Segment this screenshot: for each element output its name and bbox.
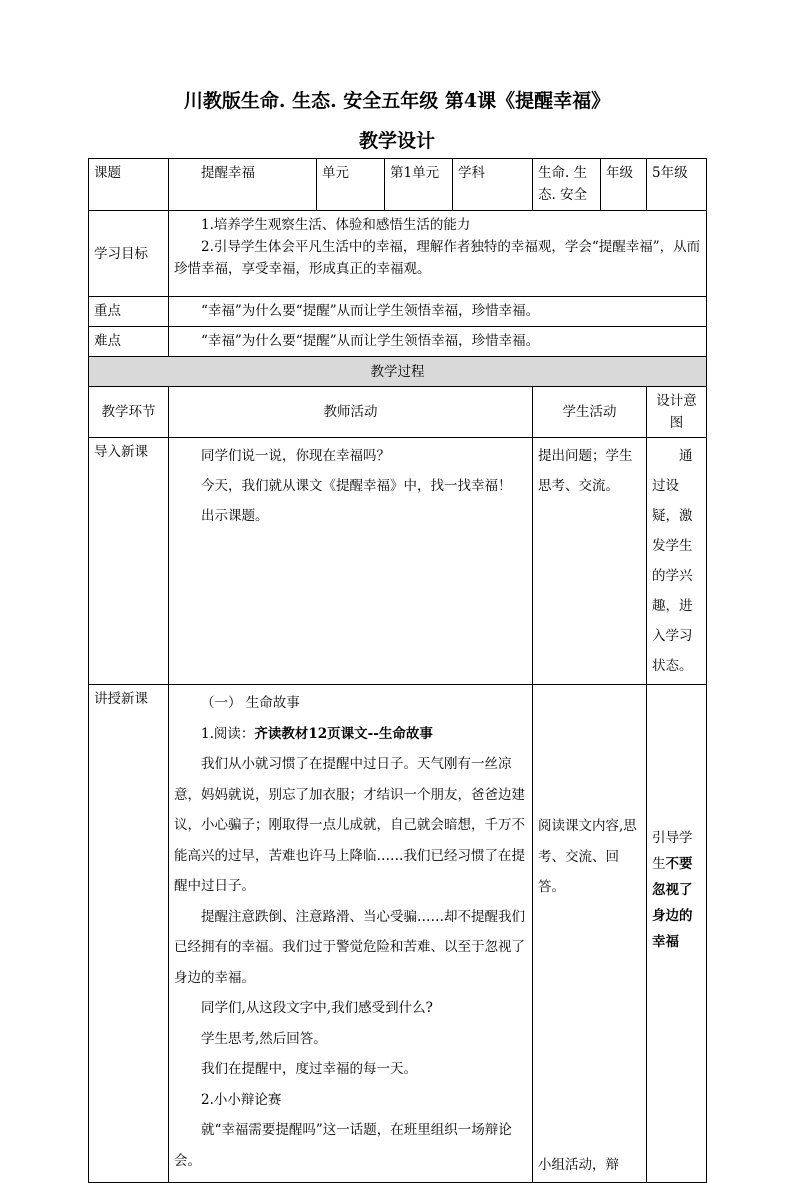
grade-label: 年级 xyxy=(601,159,647,211)
process-columns-row xyxy=(89,387,707,438)
key-point-row xyxy=(89,297,707,327)
teacher-line: 出示课题。 xyxy=(201,508,269,524)
student-activity: 小组活动，辩 xyxy=(538,1156,619,1173)
lesson-student xyxy=(533,685,647,1183)
col-stage: 教学环节 xyxy=(89,387,169,438)
key-point-label: 重点 xyxy=(89,297,169,327)
story-paragraph: 提醒注意跌倒、注意路滑、当心受骗……却不提醒我们已经拥有的幸福。我们过于警觉危险和苦难、以至于忽视了身边的幸福。 xyxy=(174,908,525,986)
question-line: 我们在提醒中，度过幸福的每一天。 xyxy=(201,1061,417,1077)
lesson-plan-table xyxy=(88,158,707,1183)
section-heading: （一） 生命故事 xyxy=(201,695,300,711)
reading-title: 齐读教材12页课文--生命故事 xyxy=(254,725,433,742)
student-activity: 阅读课文内容,思考、交流、回答。 xyxy=(538,818,637,895)
topic-value: 提醒幸福 xyxy=(169,159,317,211)
difficulty-row xyxy=(89,327,707,357)
topic-label: 课题 xyxy=(89,159,169,211)
process-header-row xyxy=(89,357,707,387)
design-prefix: 引导学生 xyxy=(652,830,693,872)
reading-task xyxy=(174,719,527,750)
goals-row xyxy=(89,211,707,297)
subject-label: 学科 xyxy=(453,159,533,211)
goal-item: 2.引导学生体会平凡生活中的幸福，理解作者独特的幸福观，学会“提醒幸福”，从而珍惜幸福，享受幸福，形成真正的幸福观。 xyxy=(174,239,701,277)
design-intent xyxy=(652,825,703,955)
unit-label: 单元 xyxy=(317,159,385,211)
col-design: 设计意图 xyxy=(647,387,707,438)
story-paragraph: 我们从小就习惯了在提醒中过日子。天气刚有一丝凉意，妈妈就说，别忘了加衣服；才结识一个朋友，爸爸边建议，小心骗子；刚取得一点儿成就，自己就会暗想，千万不能高兴的过早，苦难也许马上降临……我们已经习惯了在提醒中过日子。 xyxy=(174,756,525,894)
intro-row xyxy=(89,438,707,685)
question-line: 学生思考,然后回答。 xyxy=(201,1030,327,1047)
col-teacher: 教师活动 xyxy=(169,387,533,438)
grade-value: 5年级 xyxy=(647,159,707,211)
lesson-teacher xyxy=(169,685,533,1183)
key-point-text: “幸福”为什么要“提醒”从而让学生领悟幸福，珍惜幸福。 xyxy=(169,297,707,327)
reading-prefix: 1.阅读： xyxy=(201,725,255,742)
goals-content xyxy=(169,211,707,297)
lesson-design xyxy=(647,685,707,1183)
question-line: 同学们,从这段文字中,我们感受到什么? xyxy=(201,1000,433,1016)
goal-item: 1.培养学生观察生活、体验和感悟生活的能力 xyxy=(201,217,471,233)
intro-student: 提出问题；学生思考、交流。 xyxy=(533,438,647,685)
subject-value: 生命. 生态. 安全 xyxy=(533,159,601,211)
lesson-stage: 讲授新课 xyxy=(89,685,169,1183)
lesson-row xyxy=(89,685,707,1183)
teacher-line: 同学们说一说，你现在幸福吗？ xyxy=(201,448,390,464)
unit-value: 第1单元 xyxy=(385,159,453,211)
goals-label: 学习目标 xyxy=(89,211,169,297)
document-subtitle: 教学设计 xyxy=(358,130,435,152)
design-emphasis: 不要忽视了身边的幸福 xyxy=(652,856,693,950)
debate-task: 就“幸福需要提醒吗”这一话题，在班里组织一场辩论会。 xyxy=(174,1122,512,1169)
teacher-line: 今天，我们就从课文《提醒幸福》中，找一找幸福！ xyxy=(201,478,512,494)
difficulty-label: 难点 xyxy=(89,327,169,357)
intro-stage: 导入新课 xyxy=(89,438,169,685)
info-row xyxy=(89,159,707,211)
col-student: 学生活动 xyxy=(533,387,647,438)
section-heading: 2.小小辩论赛 xyxy=(201,1091,282,1108)
difficulty-text: “幸福”为什么要“提醒”从而让学生领悟幸福，珍惜幸福。 xyxy=(169,327,707,357)
process-header: 教学过程 xyxy=(89,357,707,387)
document-title: 川教版生命. 生态. 安全五年级 第4课《提醒幸福》 xyxy=(183,90,611,112)
intro-teacher xyxy=(169,438,533,685)
intro-design: 通过设疑，激发学生的学兴趣，进入学习状态。 xyxy=(647,438,707,685)
